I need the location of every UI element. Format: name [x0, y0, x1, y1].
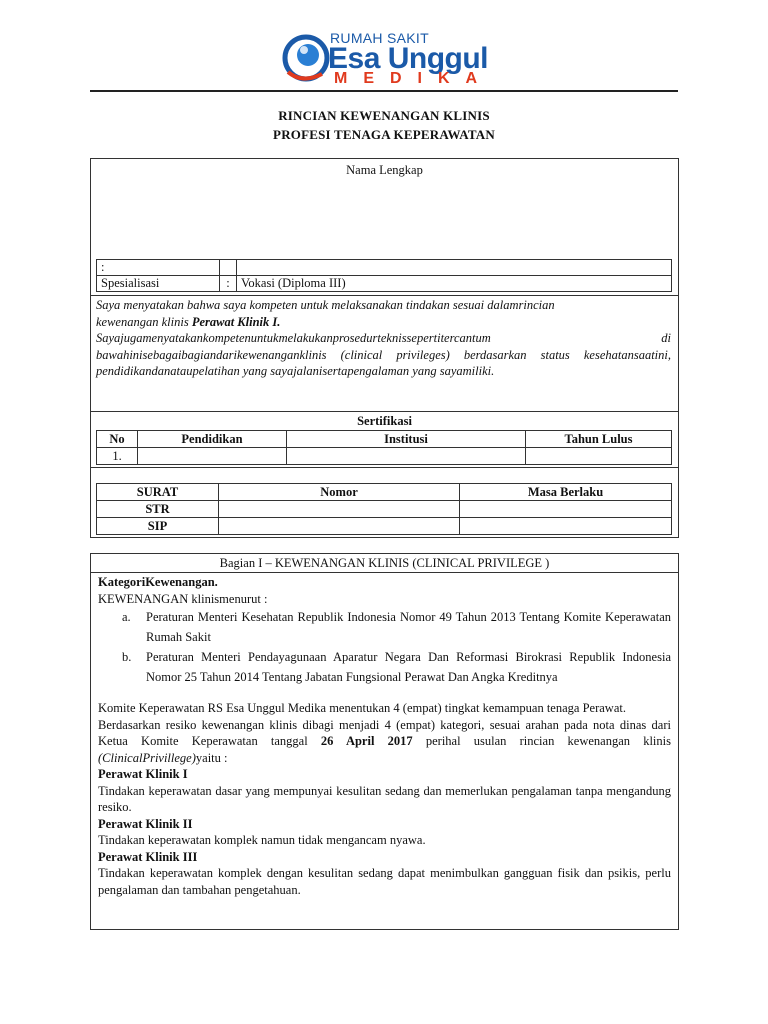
bagian-title: Bagian I – KEWENANGAN KLINIS (CLINICAL PRIVILEGE ): [219, 556, 550, 570]
kategori-heading: KategoriKewenangan.: [98, 575, 218, 589]
klinik3-heading: Perawat Klinik III: [98, 849, 198, 864]
statement-line2-pre: kewenangan klinis: [96, 314, 192, 329]
kewenangan-intro: KEWENANGAN klinismenurut :: [98, 591, 268, 606]
statement-line1: Saya menyatakan bahwa saya kompeten untuk melaksanakan tindakan sesuai dalamrincian: [96, 298, 555, 312]
sertifikasi-header-institusi: Institusi: [287, 431, 526, 448]
regulation-item-b: [98, 647, 671, 687]
para2-pre: Berdasarkan resiko kewenangan klinis dibagi menjadi 4 (empat) kategori, sesuai arahan pada nota dinas dari Ketua Komite Keperawatan tanggal: [98, 717, 671, 748]
surat-str-masa: [460, 501, 672, 518]
bagian-title-divider: [91, 572, 678, 573]
surat-sip-label: SIP: [97, 518, 219, 535]
sertifikasi-cell-pendidikan: [138, 448, 287, 465]
regulation-item-a: [98, 607, 671, 647]
surat-str-nomor: [219, 501, 460, 518]
identity-table: [96, 259, 672, 292]
surat-divider: [91, 467, 678, 468]
para2-date: 26 April 2017: [320, 734, 413, 748]
klinik1-heading: Perawat Klinik I: [98, 767, 188, 781]
regulation-text-b: Peraturan Menteri Pendayagunaan Aparatur Negara Dan Reformasi Birokrasi Republik Indonesia Nomor 25 Tahun 2014 Tentang Jabatan Fungsional Perawat Dan Angka Kreditnya: [146, 650, 671, 684]
surat-sip-nomor: [219, 518, 460, 535]
bagian-body: [98, 574, 671, 898]
statement-line2-bold: Perawat Klinik I.: [191, 314, 281, 329]
para2-mid: perihal usulan rincian kewenangan klinis: [412, 734, 671, 748]
nama-lengkap-label: Nama Lengkap: [346, 163, 423, 177]
identity-row1-value: [237, 260, 672, 276]
statement-rest: Sayajugamenyatakankompetenuntukmelakukanprosedurteknissepertitercantum di bawahinisebagaibagiandarikewenanganklinis (clinical privileges) berdasarkan status kesehatansaatini, pendidikandanataupelatihan yang sayajalanisertapengalaman yang sayamiliki.: [96, 331, 671, 378]
logo-medika: MEDIKA: [334, 70, 494, 87]
identity-row1-colon: [220, 260, 237, 276]
sertifikasi-header-tahun: Tahun Lulus: [526, 431, 672, 448]
surat-header-masa: Masa Berlaku: [460, 484, 672, 501]
para2-italic: (ClinicalPrivillege): [98, 750, 196, 765]
bagian-section: [90, 553, 679, 930]
klinik2-heading: Perawat Klinik II: [98, 816, 193, 831]
statement-divider: [91, 295, 678, 296]
surat-header-nomor: Nomor: [219, 484, 460, 501]
surat-header-surat: SURAT: [97, 484, 219, 501]
sertifikasi-cell-tahun: [526, 448, 672, 465]
surat-table: [96, 483, 672, 535]
sertifikasi-divider: [91, 411, 678, 412]
hospital-logo: [282, 28, 492, 88]
identity-row1-label: :: [97, 260, 220, 276]
sertifikasi-table: [96, 430, 672, 465]
surat-sip-masa: [460, 518, 672, 535]
klinik3-text: Tindakan keperawatan komplek dengan kesulitan sedang dapat menimbulkan gangguan fisik dan psikis, perlu pengalaman dan tambahan pengetahuan.: [98, 866, 671, 897]
paragraph-kategori: [98, 717, 671, 767]
sertifikasi-header-pendidikan: Pendidikan: [138, 431, 287, 448]
spesialisasi-label: Spesialisasi: [97, 276, 220, 292]
paragraph-tingkat: Komite Keperawatan RS Esa Unggul Medika menentukan 4 (empat) tingkat kemampuan tenaga Perawat.: [98, 701, 626, 715]
identity-section: [90, 158, 679, 538]
regulation-marker-a: a.: [122, 610, 131, 624]
logo-rumah-sakit: RUMAH SAKIT: [330, 30, 429, 46]
sertifikasi-cell-no: 1.: [97, 448, 138, 465]
regulation-text-a: Peraturan Menteri Kesehatan Republik Indonesia Nomor 49 Tahun 2013 Tentang Komite Keperawatan Rumah Sakit: [146, 610, 671, 644]
klinik1-text: Tindakan keperawatan dasar yang mempunyai kesulitan sedang dan memerlukan pengalaman tanpa mengandung resiko.: [98, 783, 671, 814]
document-title: RINCIAN KEWENANGAN KLINIS: [278, 108, 490, 123]
spesialisasi-value: Vokasi (Diploma III): [237, 276, 672, 292]
header-divider: [90, 90, 678, 92]
sertifikasi-title: Sertifikasi: [357, 414, 412, 428]
statement-text: [96, 297, 671, 380]
sertifikasi-cell-institusi: [287, 448, 526, 465]
document-subtitle: PROFESI TENAGA KEPERAWATAN: [273, 127, 495, 142]
regulation-marker-b: b.: [122, 650, 132, 664]
spesialisasi-colon: :: [220, 276, 237, 292]
para2-post: yaitu :: [195, 750, 228, 765]
logo-emblem-icon: [282, 28, 330, 86]
surat-str-label: STR: [97, 501, 219, 518]
sertifikasi-header-no: No: [97, 431, 138, 448]
klinik2-text: Tindakan keperawatan komplek namun tidak mengancam nyawa.: [98, 833, 426, 847]
logo-brand-name: Esa Unggul: [328, 42, 489, 75]
